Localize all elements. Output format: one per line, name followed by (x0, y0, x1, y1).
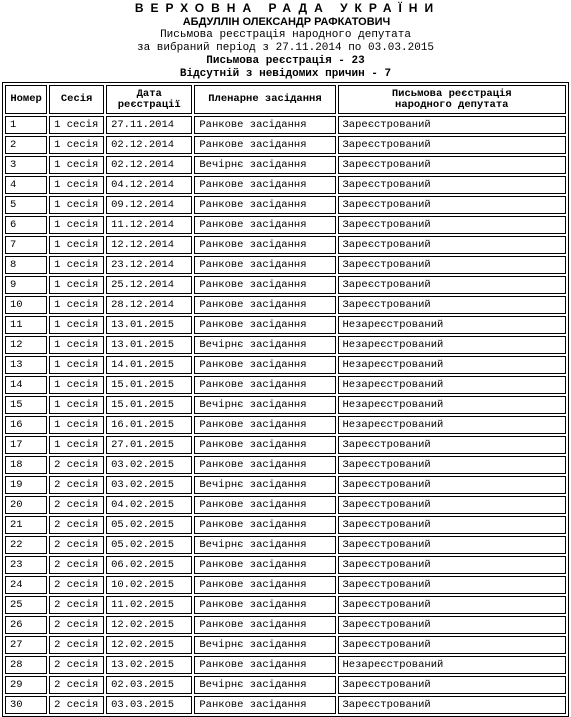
cell-session: 1 сесія (49, 136, 104, 154)
table-row (5, 436, 566, 454)
cell-registration-status: Зареєстрований (338, 236, 567, 254)
cell-sitting: Ранкове засідання (194, 496, 335, 514)
cell-number: 14 (5, 376, 47, 394)
cell-sitting: Ранкове засідання (194, 556, 335, 574)
cell-date: 15.01.2015 (106, 396, 192, 414)
cell-session: 2 сесія (49, 456, 104, 474)
cell-sitting: Ранкове засідання (194, 196, 335, 214)
cell-sitting: Ранкове засідання (194, 216, 335, 234)
table-row (5, 216, 566, 234)
cell-session: 2 сесія (49, 576, 104, 594)
cell-date: 23.12.2014 (106, 256, 192, 274)
table-row (5, 476, 566, 494)
cell-number: 21 (5, 516, 47, 534)
cell-sitting: Ранкове засідання (194, 296, 335, 314)
cell-date: 12.02.2015 (106, 636, 192, 654)
header-sitting: Пленарне засідання (194, 85, 335, 114)
cell-date: 05.02.2015 (106, 536, 192, 554)
cell-number: 22 (5, 536, 47, 554)
cell-sitting: Ранкове засідання (194, 256, 335, 274)
cell-session: 2 сесія (49, 536, 104, 554)
cell-session: 2 сесія (49, 596, 104, 614)
table-row (5, 136, 566, 154)
cell-number: 11 (5, 316, 47, 334)
cell-number: 19 (5, 476, 47, 494)
cell-registration-status: Незареєстрований (338, 376, 567, 394)
cell-session: 1 сесія (49, 416, 104, 434)
cell-date: 12.02.2015 (106, 616, 192, 634)
cell-registration-status: Зареєстрований (338, 116, 567, 134)
table-row (5, 276, 566, 294)
table-row (5, 316, 566, 334)
cell-session: 1 сесія (49, 116, 104, 134)
cell-registration-status: Зареєстрований (338, 196, 567, 214)
cell-registration-status: Зареєстрований (338, 596, 567, 614)
table-row (5, 656, 566, 674)
cell-sitting: Ранкове засідання (194, 596, 335, 614)
cell-date: 16.01.2015 (106, 416, 192, 434)
cell-registration-status: Зареєстрований (338, 436, 567, 454)
table-row (5, 156, 566, 174)
organization-title: ВЕРХОВНА РАДА УКРАЇНИ (134, 1, 441, 15)
table-row (5, 516, 566, 534)
cell-number: 20 (5, 496, 47, 514)
cell-sitting: Ранкове засідання (194, 116, 335, 134)
registration-table (2, 82, 569, 717)
cell-session: 1 сесія (49, 216, 104, 234)
cell-registration-status: Зареєстрований (338, 676, 567, 694)
cell-date: 10.02.2015 (106, 576, 192, 594)
cell-sitting: Ранкове засідання (194, 456, 335, 474)
cell-session: 1 сесія (49, 196, 104, 214)
registration-count: Письмова реєстрація - 23 (206, 55, 365, 67)
cell-registration-status: Зареєстрований (338, 216, 567, 234)
cell-sitting: Вечірнє засідання (194, 396, 335, 414)
deputy-name: АБДУЛЛІН ОЛЕКСАНДР РАФКАТОВИЧ (182, 16, 391, 28)
table-header-row (5, 85, 566, 114)
table-row (5, 296, 566, 314)
cell-registration-status: Зареєстрований (338, 476, 567, 494)
cell-number: 15 (5, 396, 47, 414)
header-registration-line1: Письмова реєстрація (391, 87, 512, 100)
cell-date: 11.02.2015 (106, 596, 192, 614)
table-row (5, 696, 566, 714)
cell-date: 03.03.2015 (106, 696, 192, 714)
cell-session: 1 сесія (49, 376, 104, 394)
cell-number: 18 (5, 456, 47, 474)
cell-number: 13 (5, 356, 47, 374)
cell-date: 02.12.2014 (106, 156, 192, 174)
header-date (106, 85, 192, 114)
table-row (5, 236, 566, 254)
cell-session: 2 сесія (49, 676, 104, 694)
cell-date: 06.02.2015 (106, 556, 192, 574)
cell-number: 12 (5, 336, 47, 354)
cell-sitting: Ранкове засідання (194, 316, 335, 334)
report-period: за вибраний період з 27.11.2014 по 03.03.2015 (136, 42, 435, 54)
cell-sitting: Ранкове засідання (194, 136, 335, 154)
cell-date: 13.01.2015 (106, 316, 192, 334)
cell-number: 17 (5, 436, 47, 454)
cell-registration-status: Незареєстрований (338, 316, 567, 334)
cell-session: 1 сесія (49, 356, 104, 374)
report-title: Письмова реєстрація народного депутата (160, 29, 411, 41)
cell-number: 23 (5, 556, 47, 574)
cell-number: 16 (5, 416, 47, 434)
table-row (5, 196, 566, 214)
cell-date: 27.01.2015 (106, 436, 192, 454)
cell-registration-status: Зареєстрований (338, 576, 567, 594)
cell-registration-status: Зареєстрований (338, 516, 567, 534)
cell-sitting: Ранкове засідання (194, 616, 335, 634)
table-row (5, 396, 566, 414)
cell-session: 1 сесія (49, 316, 104, 334)
cell-number: 9 (5, 276, 47, 294)
cell-number: 4 (5, 176, 47, 194)
cell-sitting: Ранкове засідання (194, 656, 335, 674)
cell-session: 2 сесія (49, 656, 104, 674)
cell-number: 25 (5, 596, 47, 614)
cell-sitting: Вечірнє засідання (194, 476, 335, 494)
table-row (5, 256, 566, 274)
cell-registration-status: Зареєстрований (338, 296, 567, 314)
cell-sitting: Вечірнє засідання (194, 536, 335, 554)
header-date-line1: Дата (136, 87, 162, 100)
cell-session: 1 сесія (49, 176, 104, 194)
table-row (5, 496, 566, 514)
table-body (5, 116, 566, 714)
cell-registration-status: Зареєстрований (338, 176, 567, 194)
table-row (5, 636, 566, 654)
absence-count: Відсутній з невідомих причин - 7 (179, 68, 392, 80)
cell-registration-status: Незареєстрований (338, 656, 567, 674)
cell-session: 2 сесія (49, 496, 104, 514)
header-number: Номер (5, 85, 47, 114)
cell-date: 05.02.2015 (106, 516, 192, 534)
cell-session: 1 сесія (49, 276, 104, 294)
cell-registration-status: Зареєстрований (338, 536, 567, 554)
cell-date: 13.02.2015 (106, 656, 192, 674)
header-date-line2: реєстрації (117, 98, 181, 111)
cell-sitting: Вечірнє засідання (194, 156, 335, 174)
cell-date: 02.12.2014 (106, 136, 192, 154)
cell-sitting: Вечірнє засідання (194, 676, 335, 694)
cell-number: 24 (5, 576, 47, 594)
cell-registration-status: Зареєстрований (338, 556, 567, 574)
cell-sitting: Ранкове засідання (194, 276, 335, 294)
table-row (5, 676, 566, 694)
table-row (5, 376, 566, 394)
cell-registration-status: Зареєстрований (338, 696, 567, 714)
cell-registration-status: Незареєстрований (338, 416, 567, 434)
cell-sitting: Ранкове засідання (194, 576, 335, 594)
table-row (5, 596, 566, 614)
cell-sitting: Ранкове засідання (194, 236, 335, 254)
cell-date: 11.12.2014 (106, 216, 192, 234)
table-row (5, 336, 566, 354)
header-session: Сесія (49, 85, 104, 114)
cell-session: 2 сесія (49, 556, 104, 574)
cell-number: 26 (5, 616, 47, 634)
cell-session: 1 сесія (49, 256, 104, 274)
table-row (5, 456, 566, 474)
cell-date: 12.12.2014 (106, 236, 192, 254)
cell-date: 28.12.2014 (106, 296, 192, 314)
cell-number: 2 (5, 136, 47, 154)
cell-number: 8 (5, 256, 47, 274)
cell-date: 03.02.2015 (106, 456, 192, 474)
cell-session: 1 сесія (49, 296, 104, 314)
cell-session: 2 сесія (49, 516, 104, 534)
cell-session: 1 сесія (49, 156, 104, 174)
cell-session: 2 сесія (49, 476, 104, 494)
cell-number: 1 (5, 116, 47, 134)
cell-registration-status: Зареєстрований (338, 496, 567, 514)
cell-date: 27.11.2014 (106, 116, 192, 134)
cell-session: 2 сесія (49, 616, 104, 634)
cell-date: 25.12.2014 (106, 276, 192, 294)
cell-date: 09.12.2014 (106, 196, 192, 214)
table-row (5, 416, 566, 434)
cell-registration-status: Незареєстрований (338, 356, 567, 374)
cell-session: 1 сесія (49, 396, 104, 414)
cell-sitting: Вечірнє засідання (194, 636, 335, 654)
document-header (0, 0, 571, 81)
cell-registration-status: Незареєстрований (338, 396, 567, 414)
cell-date: 14.01.2015 (106, 356, 192, 374)
cell-session: 1 сесія (49, 436, 104, 454)
cell-registration-status: Зареєстрований (338, 636, 567, 654)
cell-date: 03.02.2015 (106, 476, 192, 494)
cell-session: 2 сесія (49, 636, 104, 654)
cell-sitting: Ранкове засідання (194, 416, 335, 434)
cell-number: 27 (5, 636, 47, 654)
cell-number: 10 (5, 296, 47, 314)
cell-sitting: Ранкове засідання (194, 356, 335, 374)
cell-number: 3 (5, 156, 47, 174)
header-registration-line2: народного депутата (395, 98, 509, 111)
cell-sitting: Ранкове засідання (194, 176, 335, 194)
cell-session: 2 сесія (49, 696, 104, 714)
cell-number: 6 (5, 216, 47, 234)
cell-date: 13.01.2015 (106, 336, 192, 354)
cell-number: 7 (5, 236, 47, 254)
cell-date: 02.03.2015 (106, 676, 192, 694)
table-row (5, 176, 566, 194)
cell-session: 1 сесія (49, 236, 104, 254)
cell-sitting: Ранкове засідання (194, 516, 335, 534)
cell-date: 15.01.2015 (106, 376, 192, 394)
cell-number: 29 (5, 676, 47, 694)
cell-number: 5 (5, 196, 47, 214)
cell-sitting: Ранкове засідання (194, 696, 335, 714)
cell-registration-status: Зареєстрований (338, 616, 567, 634)
cell-number: 28 (5, 656, 47, 674)
table-row (5, 536, 566, 554)
table-row (5, 116, 566, 134)
cell-registration-status: Зареєстрований (338, 256, 567, 274)
cell-sitting: Ранкове засідання (194, 376, 335, 394)
cell-date: 04.02.2015 (106, 496, 192, 514)
table-row (5, 576, 566, 594)
cell-registration-status: Зареєстрований (338, 456, 567, 474)
cell-sitting: Вечірнє засідання (194, 336, 335, 354)
cell-registration-status: Зареєстрований (338, 156, 567, 174)
table-row (5, 616, 566, 634)
cell-session: 1 сесія (49, 336, 104, 354)
cell-sitting: Ранкове засідання (194, 436, 335, 454)
cell-registration-status: Зареєстрований (338, 276, 567, 294)
table-row (5, 556, 566, 574)
cell-registration-status: Зареєстрований (338, 136, 567, 154)
table-row (5, 356, 566, 374)
cell-date: 04.12.2014 (106, 176, 192, 194)
cell-registration-status: Незареєстрований (338, 336, 567, 354)
cell-number: 30 (5, 696, 47, 714)
header-registration (338, 85, 567, 114)
